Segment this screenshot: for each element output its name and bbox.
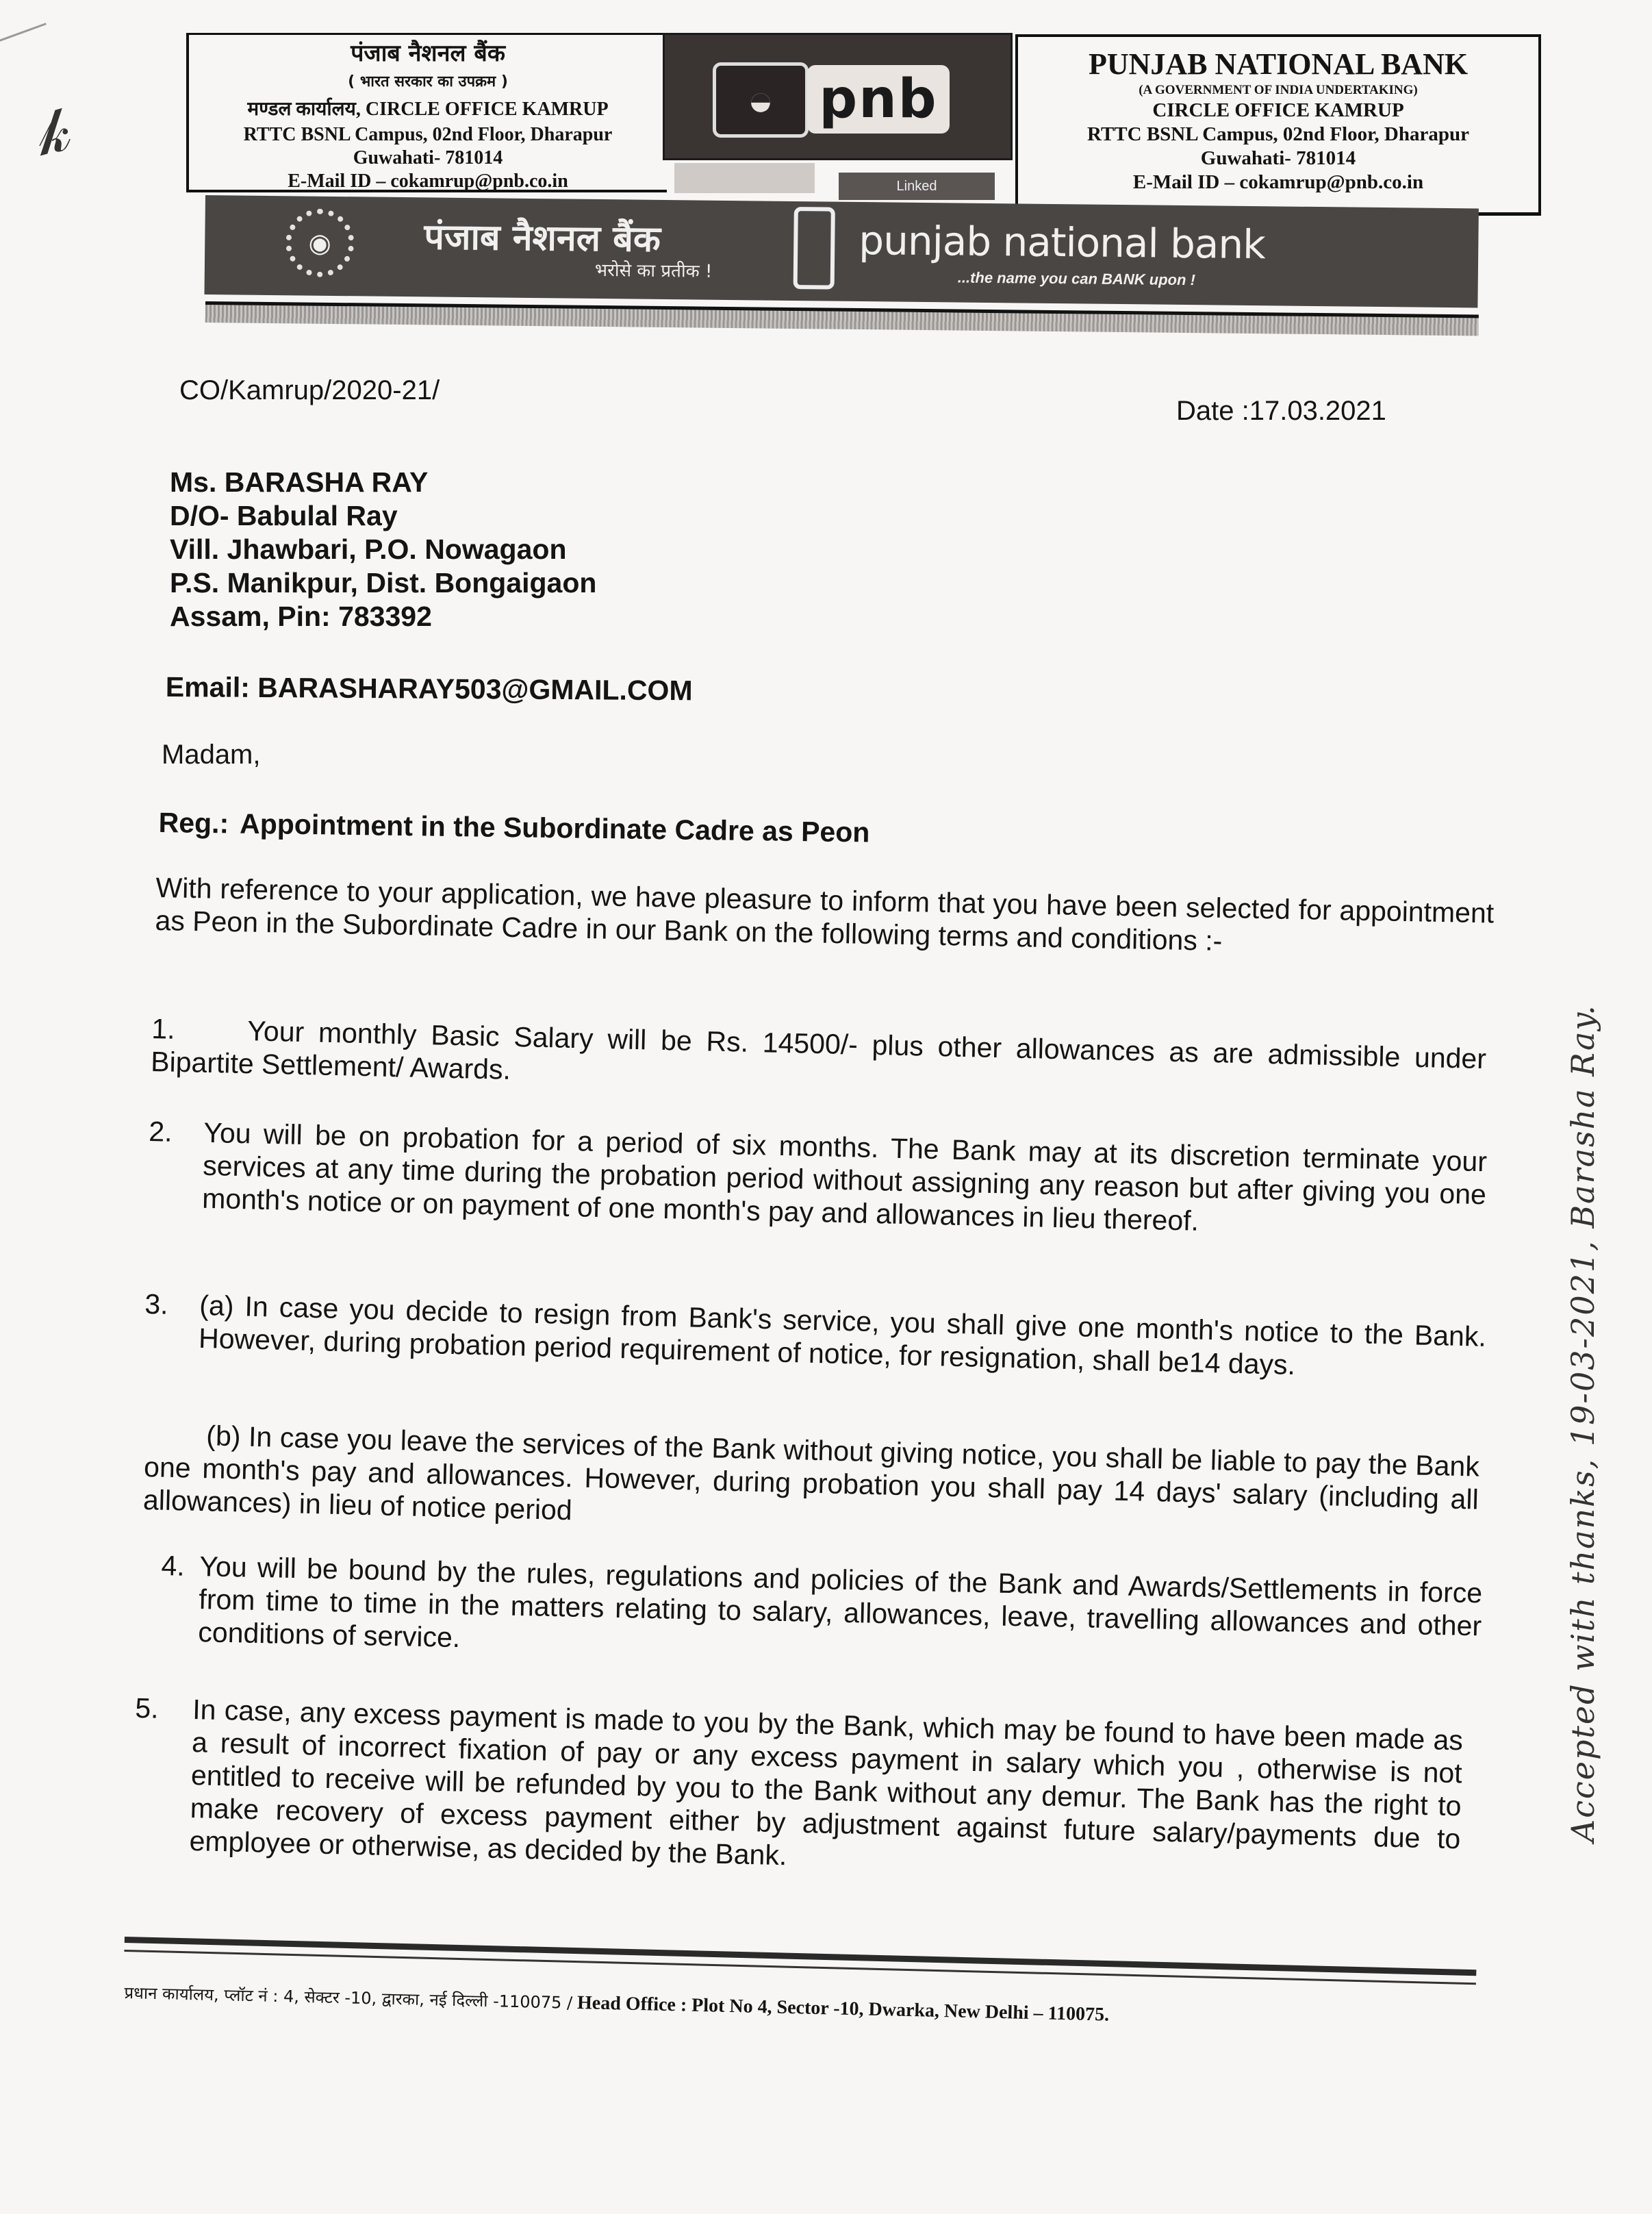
- letterhead-english-address-box: [1015, 34, 1541, 216]
- margin-pen-mark: 𝓀: [29, 92, 77, 171]
- letter-subject: [158, 807, 869, 848]
- term-number: 2.: [148, 1115, 173, 1148]
- banner-english-tagline: ...the name you can BANK upon !: [957, 268, 1196, 289]
- letterhead-divider: [205, 301, 1479, 336]
- intro-paragraph: With reference to your application, we have pleasure to inform that you have been selected for appointment as Peon in the Subordinate Cadre in our Bank on the following terms and conditions :-: [155, 871, 1495, 957]
- pnb-mark-icon: [793, 207, 835, 290]
- recipient-email: Email: BARASHARAY503@GMAIL.COM: [165, 671, 693, 707]
- term-text: Your monthly Basic Salary will be Rs. 14500/- plus other allowances as are admissible under Bipartite Settlement/ Awards.: [150, 1015, 1487, 1085]
- term-text: (b) In case you leave the services of the Bank without giving notice, you shall be liable to pay the Bank one month's pay and allowances. However, during probation you shall pay 14 days' salary (including all allowances) in lieu of notice period: [142, 1420, 1480, 1526]
- letter-date: Date :17.03.2021: [1176, 396, 1386, 426]
- subject-text: Appointment in the Subordinate Cadre as Peon: [239, 807, 870, 848]
- banner-hindi-tagline: भरोसे का प्रतीक !: [594, 260, 713, 282]
- footer-english-address: Head Office : Plot No 4, Sector -10, Dwarka, New Delhi – 110075.: [576, 1992, 1110, 2026]
- circle-office-line: CIRCLE OFFICE KAMRUP: [1152, 99, 1404, 121]
- term-text: (a) In case you decide to resign from Bank's service, you shall give one month's notice to the Bank. However, during probation period requirement of notice, for resignation, shall be14 days.: [198, 1289, 1487, 1381]
- recipient-district: P.S. Manikpur, Dist. Bongaigaon: [170, 567, 597, 599]
- term-text: You will be on probation for a period of six months. The Bank may at its discretion terminate your services at any time during the probation period without assigning any reason but after giving you one month's notice or on payment of one month's pay and allowances in lieu thereof.: [201, 1116, 1488, 1237]
- footer-hindi-address: प्रधान कार्यालय, प्लॉट नं : 4, सेक्टर -10, द्वारका, नई दिल्ली -110075 /: [124, 1983, 573, 2013]
- recipient-village: Vill. Jhawbari, P.O. Nowagaon: [170, 533, 567, 565]
- term-item: [160, 1549, 1483, 1675]
- term-item: [142, 1418, 1479, 1549]
- footer-divider: [124, 1937, 1476, 1985]
- bank-subtitle-hindi: ( भारत सरकार का उपक्रम ): [348, 73, 508, 90]
- handwritten-acceptance-note: Accepted with thanks, 19-03-2021, Barasha Ray.: [1564, 1004, 1601, 1842]
- footer-head-office: [124, 1979, 1473, 2037]
- office-city-line: Guwahati- 781014: [353, 147, 503, 168]
- recipient-name: Ms. BARASHA RAY: [170, 466, 429, 498]
- bank-name-english: PUNJAB NATIONAL BANK: [1088, 47, 1469, 81]
- office-city-line: Guwahati- 781014: [1200, 147, 1356, 169]
- bank-emblem-icon: ◉: [285, 208, 355, 277]
- letterhead-hindi-address-box: [186, 33, 667, 192]
- logo-sub-panel: [674, 163, 815, 193]
- letterhead-banner: [204, 195, 1478, 307]
- office-address-line: RTTC BSNL Campus, 02nd Floor, Dharapur: [243, 124, 613, 145]
- recipient-address: [170, 466, 596, 633]
- pnb-logo-icon: ◒: [713, 62, 809, 138]
- term-number: 1.: [151, 1012, 176, 1045]
- subject-label: Reg.:: [158, 807, 229, 840]
- banner-english-name: punjab national bank: [859, 216, 1266, 268]
- term-item: [131, 1691, 1463, 1888]
- bank-subtitle-english: (A GOVERNMENT OF INDIA UNDERTAKING): [1139, 83, 1418, 97]
- recipient-state-pin: Assam, Pin: 783392: [170, 601, 432, 632]
- salutation: Madam,: [162, 740, 261, 770]
- term-number: 5.: [134, 1691, 160, 1724]
- term-text: In case, any excess payment is made to you by the Bank, which may be found to have been made as a result of incorrect fixation of pay or any excess payment in salary which you , otherwise is not entitled to receive will be refunded by you to the Bank without any demur. The Bank has the right to make recovery of excess payment either by adjustment against future salary/payments due to employee or otherwise, as decided by the Bank.: [189, 1694, 1464, 1872]
- office-email-line: E-Mail ID – cokamrup@pnb.co.in: [1132, 171, 1424, 193]
- letter-reference: CO/Kamrup/2020-21/: [179, 375, 440, 405]
- term-number: 4.: [161, 1549, 186, 1582]
- term-item: [151, 1012, 1487, 1108]
- recipient-parent: D/O- Babulal Ray: [170, 500, 398, 531]
- linked-badge: Linked: [839, 173, 995, 200]
- pnb-logo: [663, 33, 1013, 160]
- office-address-line: RTTC BSNL Campus, 02nd Floor, Dharapur: [1087, 123, 1469, 145]
- term-number: 3.: [144, 1287, 169, 1320]
- term-item: [144, 1287, 1487, 1386]
- circle-office-line: मण्डल कार्यालय, CIRCLE OFFICE KAMRUP: [247, 99, 609, 120]
- pnb-wordmark: pnb: [807, 65, 950, 134]
- banner-hindi-name: पंजाब नैशनल बैंक: [424, 216, 661, 260]
- page-corner-fold: [0, 23, 60, 82]
- office-email-line: E-Mail ID – cokamrup@pnb.co.in: [288, 171, 568, 192]
- term-item: [147, 1115, 1488, 1244]
- bank-name-hindi: पंजाब नैशनल बैंक: [351, 40, 505, 67]
- term-text: You will be bound by the rules, regulations and policies of the Bank and Awards/Settlements in force from time to time in the matters relating to salary, allowances, leave, travelling allowances and other conditions of service.: [197, 1550, 1483, 1654]
